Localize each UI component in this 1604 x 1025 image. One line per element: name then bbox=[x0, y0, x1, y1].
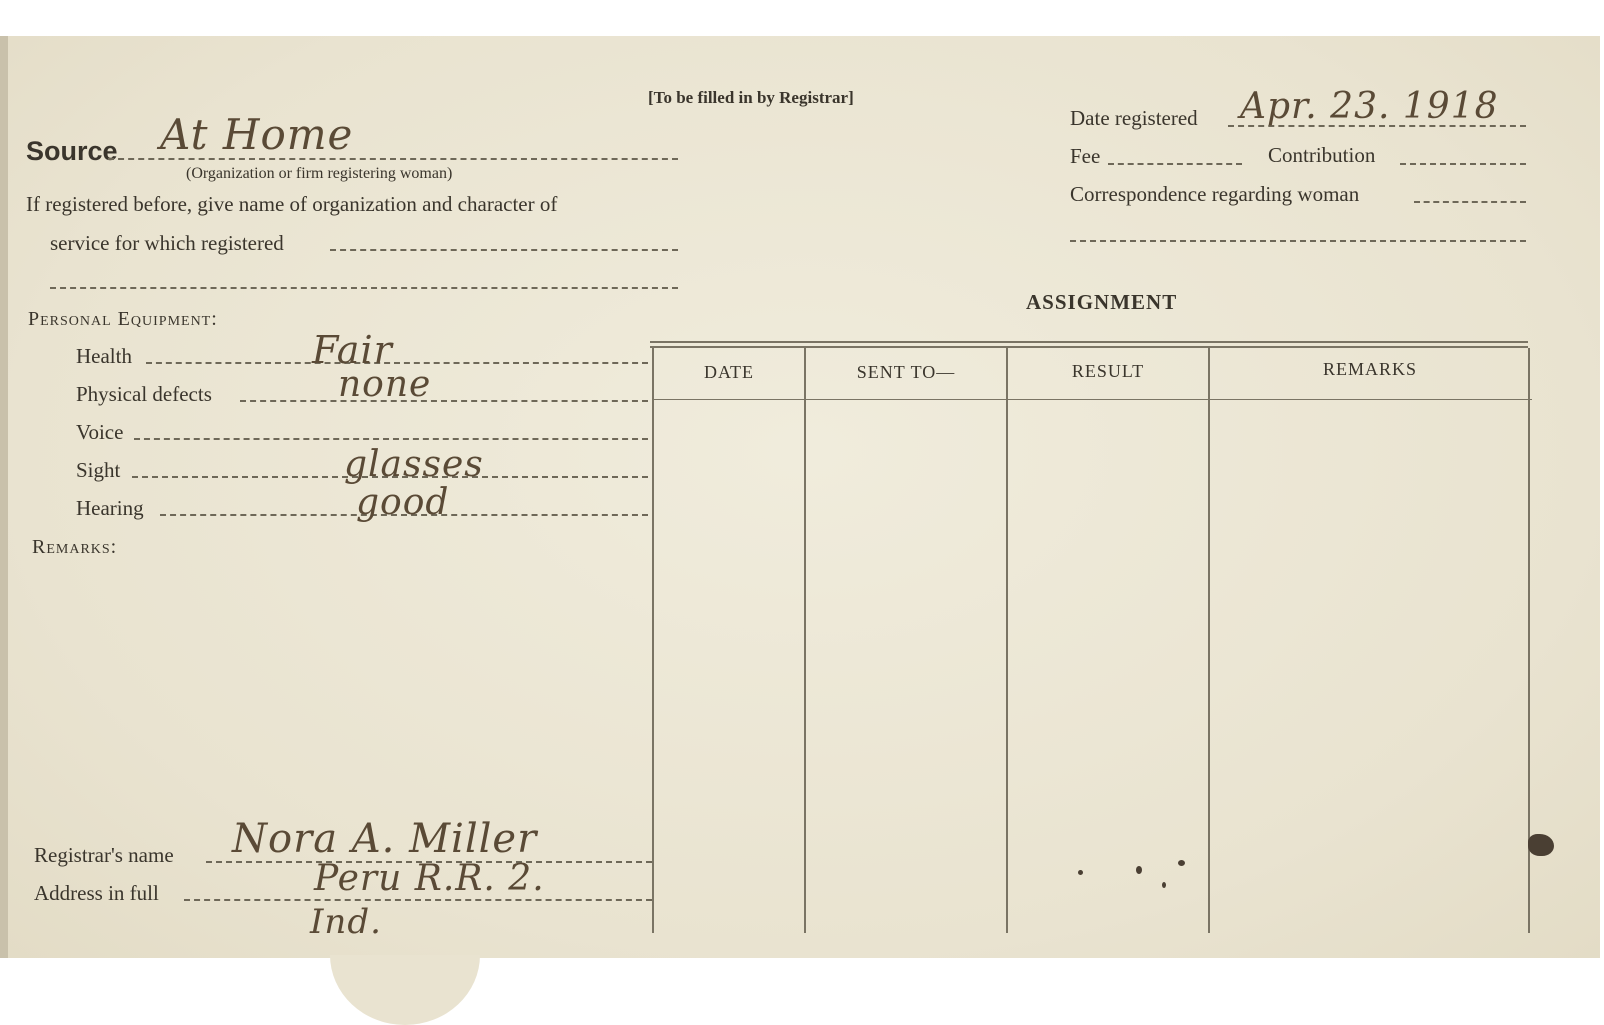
correspondence-label: Correspondence regarding woman bbox=[1070, 182, 1360, 206]
registrar-note: [To be filled in by Registrar] bbox=[648, 88, 854, 107]
address-value-line2: Ind. bbox=[310, 902, 382, 942]
ink-speck bbox=[1178, 860, 1185, 866]
physical-defects-line bbox=[240, 400, 648, 402]
source-label: Source bbox=[26, 136, 118, 166]
previous-service-label: service for which registered bbox=[50, 231, 284, 255]
table-column-divider bbox=[1006, 348, 1008, 933]
ink-speck bbox=[1078, 870, 1083, 875]
health-label: Health bbox=[76, 344, 132, 368]
date-registered-label: Date registered bbox=[1070, 106, 1198, 130]
table-header-divider bbox=[652, 399, 1532, 400]
source-caption: (Organization or firm registering woman) bbox=[186, 165, 453, 182]
previous-service-line-2 bbox=[50, 287, 678, 289]
ink-speck bbox=[1162, 882, 1166, 888]
physical-defects-value: none bbox=[338, 364, 432, 405]
fee-line bbox=[1108, 163, 1242, 165]
table-column-divider bbox=[804, 348, 806, 933]
health-value: Fair bbox=[312, 328, 393, 372]
previous-registration-label: If registered before, give name of organization and character of bbox=[26, 192, 558, 216]
table-column-divider bbox=[1208, 348, 1210, 933]
card-tab bbox=[330, 955, 480, 1025]
personal-equipment-heading: Personal Equipment: bbox=[28, 308, 218, 330]
column-header-remarks: REMARKS bbox=[1322, 359, 1418, 379]
address-line bbox=[184, 899, 652, 901]
ink-speck bbox=[1136, 866, 1142, 874]
contribution-line bbox=[1400, 163, 1526, 165]
registrar-name-label: Registrar's name bbox=[34, 843, 174, 867]
voice-line bbox=[134, 438, 648, 440]
table-top-border-inner bbox=[650, 346, 1528, 348]
contribution-label: Contribution bbox=[1268, 143, 1376, 167]
voice-label: Voice bbox=[76, 420, 124, 444]
ink-blot bbox=[1528, 834, 1554, 856]
column-header-result: RESULT bbox=[1071, 361, 1145, 381]
remarks-label: Remarks: bbox=[32, 536, 118, 558]
column-header-sent-to: SENT TO— bbox=[856, 362, 956, 382]
sight-value: glasses bbox=[344, 444, 484, 485]
hearing-value: good bbox=[356, 482, 450, 523]
address-label: Address in full bbox=[34, 881, 159, 905]
table-column-divider bbox=[652, 348, 654, 933]
physical-defects-label: Physical defects bbox=[76, 382, 212, 406]
column-header-date: DATE bbox=[704, 362, 754, 382]
table-top-border bbox=[650, 341, 1528, 343]
date-registered-value: Apr. 23. 1918 bbox=[1240, 86, 1499, 127]
fee-label: Fee bbox=[1070, 144, 1101, 168]
sight-label: Sight bbox=[76, 458, 121, 482]
correspondence-line bbox=[1414, 201, 1526, 203]
correspondence-line-2 bbox=[1070, 240, 1526, 242]
registrar-name-value: Nora A. Miller bbox=[232, 816, 538, 862]
source-value: At Home bbox=[160, 110, 354, 159]
assignment-heading: ASSIGNMENT bbox=[1026, 290, 1178, 314]
previous-service-line bbox=[330, 249, 678, 251]
hearing-label: Hearing bbox=[76, 496, 144, 520]
address-value-line1: Peru R.R. 2. bbox=[314, 858, 545, 899]
